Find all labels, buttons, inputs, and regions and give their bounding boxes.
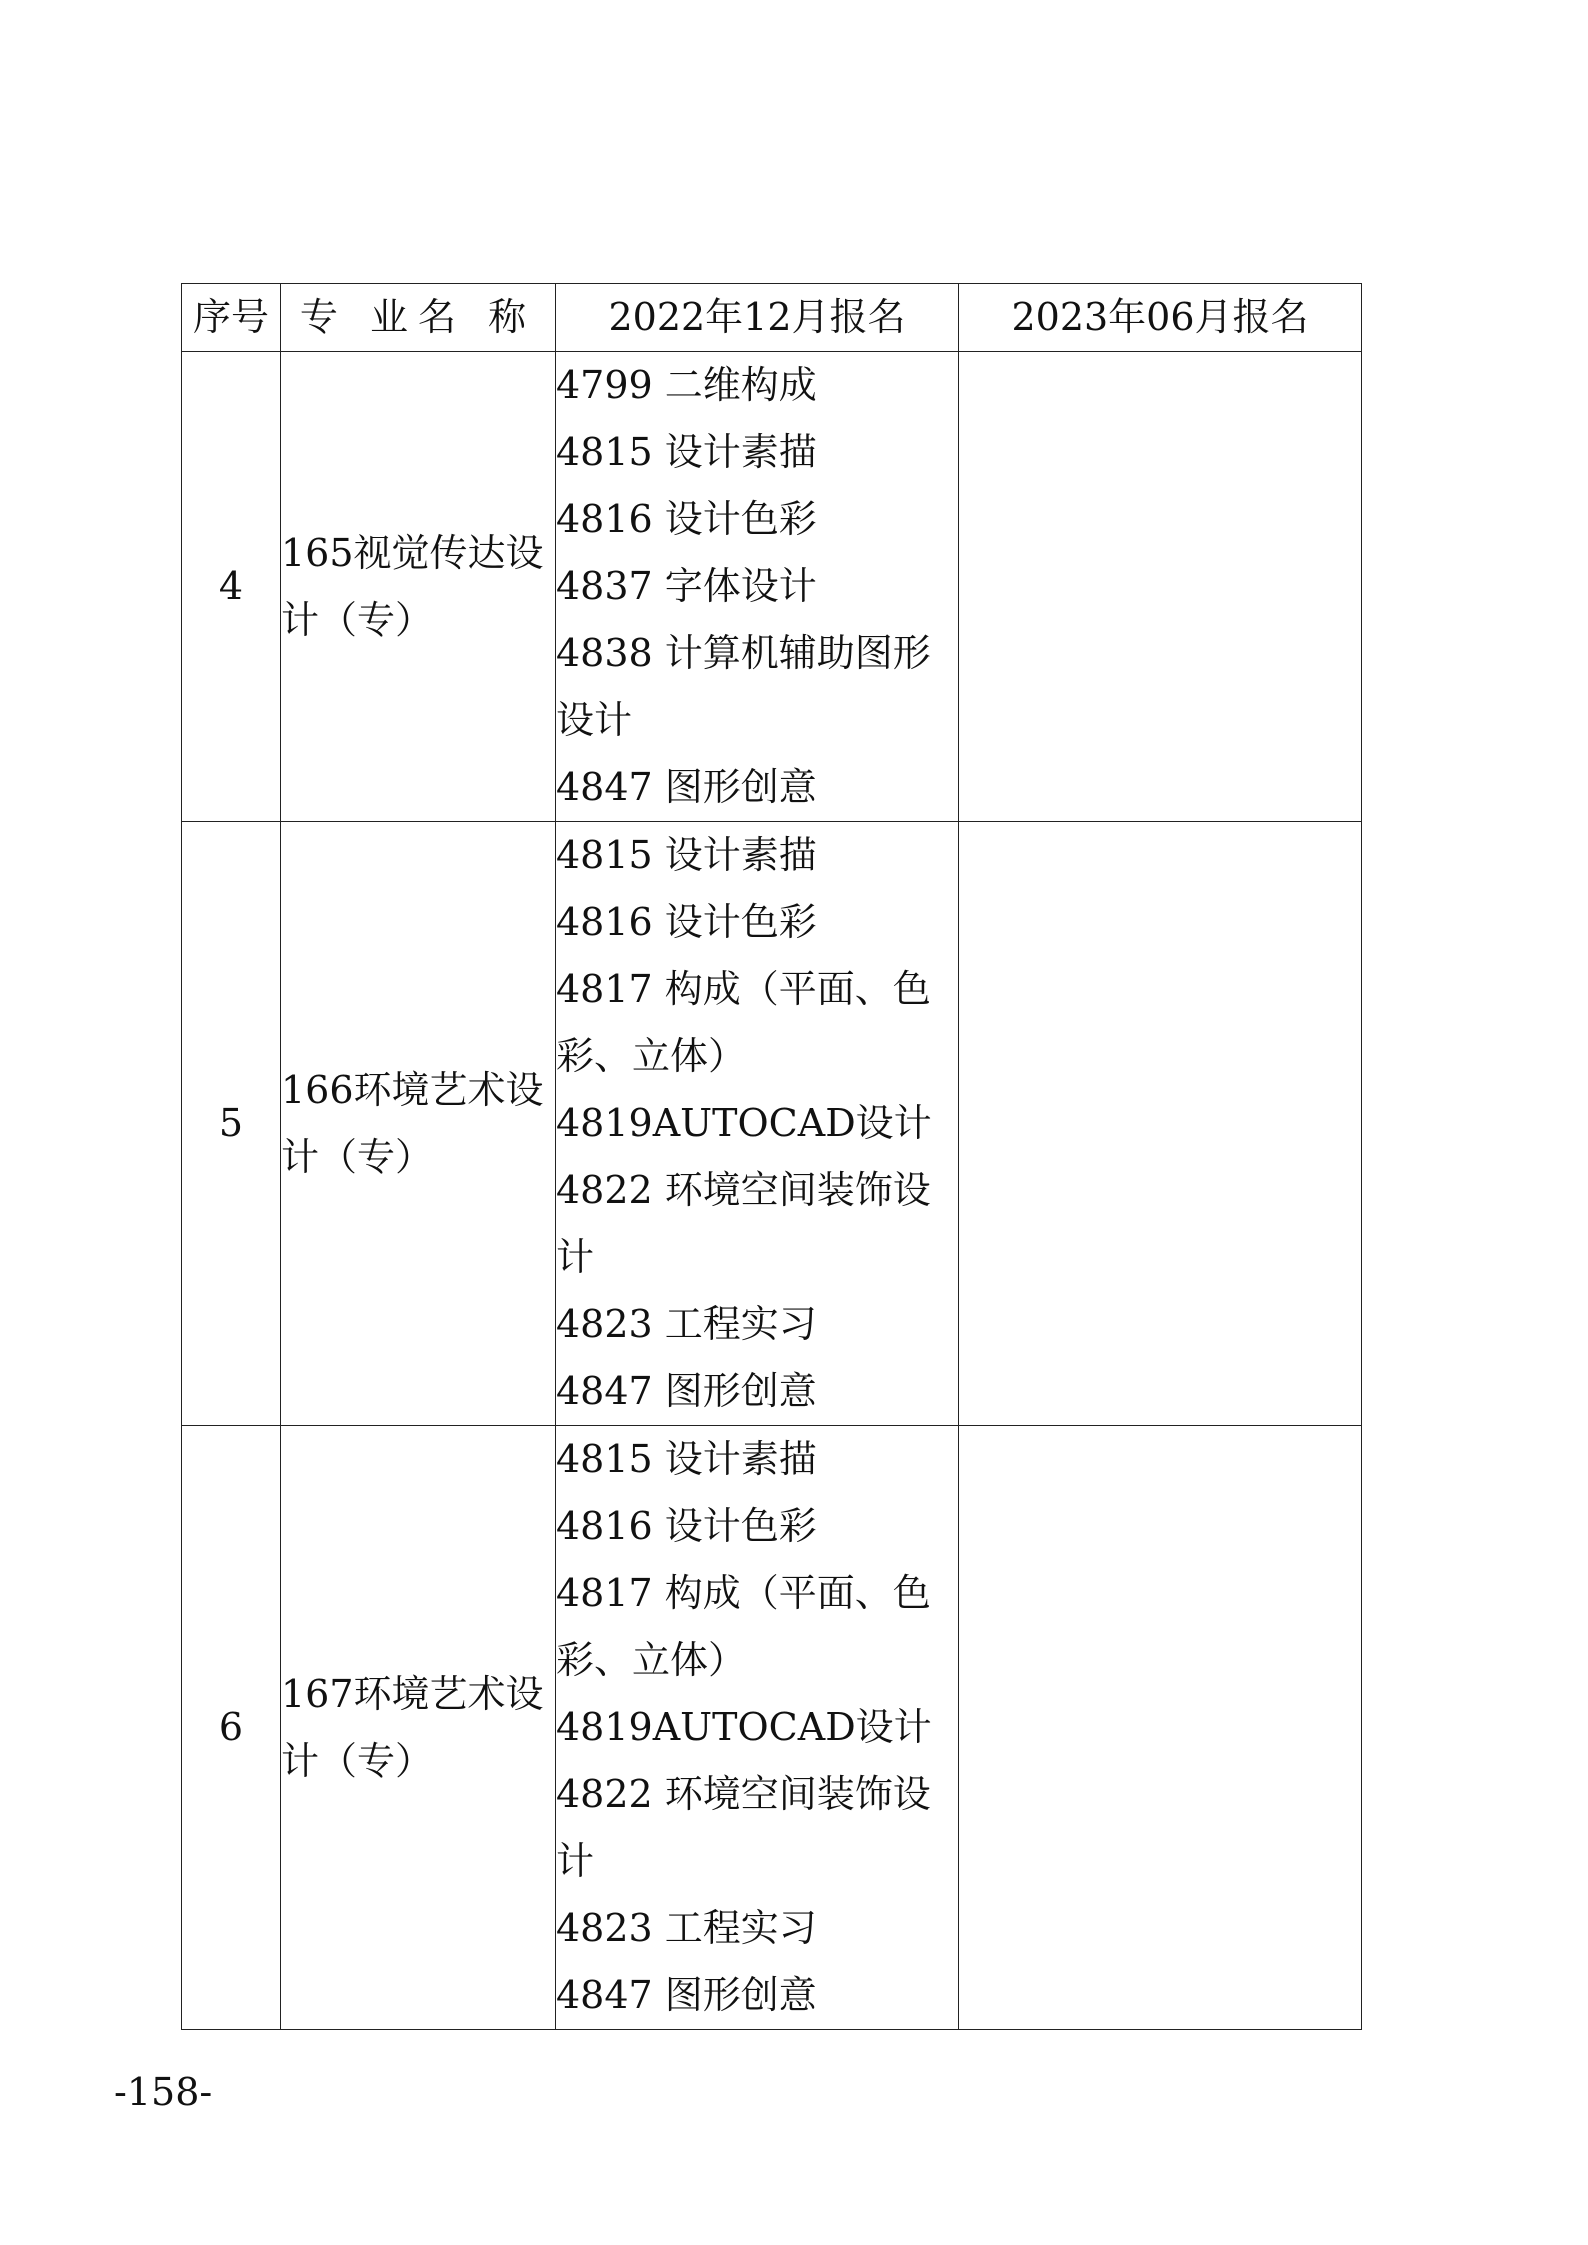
course-item: 4847 图形创意	[556, 765, 817, 809]
table-row	[182, 352, 1362, 822]
header-2022-12: 2022年12月报名	[556, 284, 959, 352]
course-item: 4847 图形创意	[556, 1369, 817, 1413]
course-item: 4823 工程实习	[556, 1906, 817, 1950]
row-courses-2022-12	[556, 822, 959, 1426]
table-row	[182, 1426, 1362, 2030]
table-header-row	[182, 284, 1362, 352]
course-item: 4816 设计色彩	[556, 900, 817, 944]
header-major-name: 专 业名 称	[281, 284, 556, 352]
course-item: 4847 图形创意	[556, 1973, 817, 2017]
course-item: 4837 字体设计	[556, 564, 817, 608]
row-courses-2022-12	[556, 1426, 959, 2030]
header-2023-06: 2023年06月报名	[959, 284, 1362, 352]
row-major-name: 165视觉传达设计（专）	[281, 352, 556, 822]
course-item: 4823 工程实习	[556, 1302, 817, 1346]
course-item: 4815 设计素描	[556, 833, 817, 877]
course-item: 4815 设计素描	[556, 430, 817, 474]
course-item: 4819AUTOCAD设计	[556, 1101, 932, 1145]
course-item: 4817 构成（平面、色彩、立体）	[556, 1571, 931, 1682]
row-seq: 6	[182, 1426, 281, 2030]
row-major-name: 166环境艺术设计（专）	[281, 822, 556, 1426]
course-item: 4819AUTOCAD设计	[556, 1705, 932, 1749]
table-row	[182, 822, 1362, 1426]
row-seq: 5	[182, 822, 281, 1426]
header-seq: 序号	[182, 284, 281, 352]
row-major-name: 167环境艺术设计（专）	[281, 1426, 556, 2030]
row-courses-2022-12	[556, 352, 959, 822]
course-item: 4816 设计色彩	[556, 497, 817, 541]
row-courses-2023-06	[959, 352, 1362, 822]
course-item: 4799 二维构成	[556, 363, 817, 407]
exam-schedule-table	[181, 283, 1362, 2030]
row-seq: 4	[182, 352, 281, 822]
row-courses-2023-06	[959, 1426, 1362, 2030]
course-item: 4822 环境空间装饰设计	[556, 1168, 931, 1279]
course-item: 4817 构成（平面、色彩、立体）	[556, 967, 931, 1078]
course-item: 4822 环境空间装饰设计	[556, 1772, 931, 1883]
row-courses-2023-06	[959, 822, 1362, 1426]
course-item: 4838 计算机辅助图形设计	[556, 631, 931, 742]
page-number: -158-	[114, 2070, 213, 2114]
course-item: 4816 设计色彩	[556, 1504, 817, 1548]
course-item: 4815 设计素描	[556, 1437, 817, 1481]
